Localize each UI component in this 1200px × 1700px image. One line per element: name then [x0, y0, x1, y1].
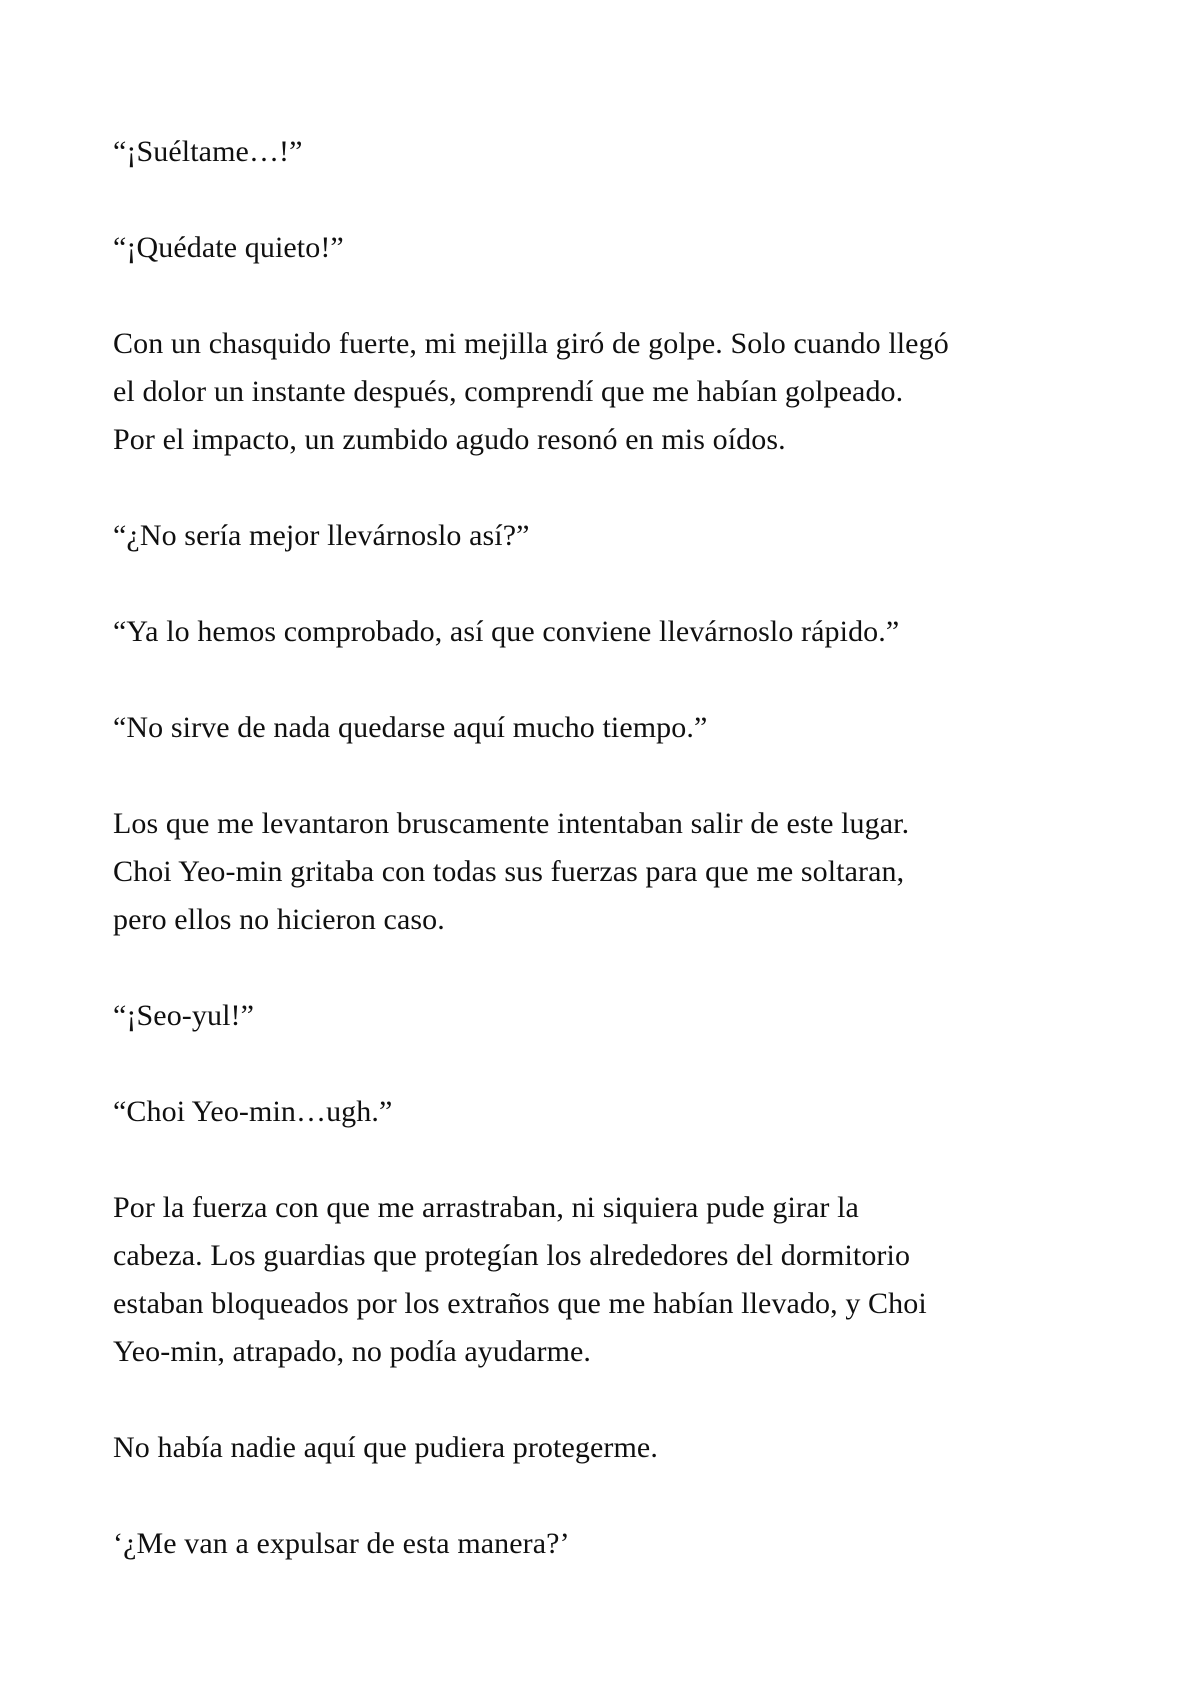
text-line: “Choi Yeo-min…ugh.”	[113, 1095, 393, 1128]
paragraph-narration-nadie-protegerme	[113, 1424, 1087, 1472]
paragraph-narration-arrastraban	[113, 1184, 1087, 1376]
text-line: “¡Quédate quieto!”	[113, 231, 344, 264]
paragraph-dialogue-no-sirve	[113, 704, 1087, 752]
text-line: Yeo-min, atrapado, no podía ayudarme.	[113, 1335, 592, 1368]
text-line: “¡Suéltame…!”	[113, 135, 303, 168]
text-line: “¿No sería mejor llevárnoslo así?”	[113, 519, 530, 552]
text-line: Por el impacto, un zumbido agudo resonó en mis oídos.	[113, 423, 786, 456]
text-line: “No sirve de nada quedarse aquí mucho tiempo.”	[113, 711, 708, 744]
text-line: Por la fuerza con que me arrastraban, ni siquiera pude girar la	[113, 1191, 859, 1224]
text-line: pero ellos no hicieron caso.	[113, 903, 445, 936]
paragraph-dialogue-no-seria-mejor	[113, 512, 1087, 560]
paragraph-dialogue-choi-yeo-min-ugh	[113, 1088, 1087, 1136]
paragraph-dialogue-seo-yul	[113, 992, 1087, 1040]
text-line: Con un chasquido fuerte, mi mejilla giró de golpe. Solo cuando llegó	[113, 327, 949, 360]
paragraph-dialogue-quedate-quieto	[113, 224, 1087, 272]
paragraph-narration-chasquido	[113, 320, 1087, 464]
text-line: Los que me levantaron bruscamente intentaban salir de este lugar.	[113, 807, 910, 840]
text-line: Choi Yeo-min gritaba con todas sus fuerzas para que me soltaran,	[113, 855, 905, 888]
text-line: el dolor un instante después, comprendí que me habían golpeado.	[113, 375, 904, 408]
text-line: “¡Seo-yul!”	[113, 999, 255, 1032]
text-line: estaban bloqueados por los extraños que me habían llevado, y Choi	[113, 1287, 927, 1320]
text-line: No había nadie aquí que pudiera protegerme.	[113, 1431, 658, 1464]
paragraph-thought-expulsar	[113, 1520, 1087, 1568]
text-line: cabeza. Los guardias que protegían los alrededores del dormitorio	[113, 1239, 911, 1272]
paragraph-narration-levantaron	[113, 800, 1087, 944]
paragraph-dialogue-ya-lo-hemos	[113, 608, 1087, 656]
paragraph-dialogue-sueltame	[113, 128, 1087, 176]
text-line: “Ya lo hemos comprobado, así que conviene llevárnoslo rápido.”	[113, 615, 900, 648]
text-line: ‘¿Me van a expulsar de esta manera?’	[113, 1527, 570, 1560]
